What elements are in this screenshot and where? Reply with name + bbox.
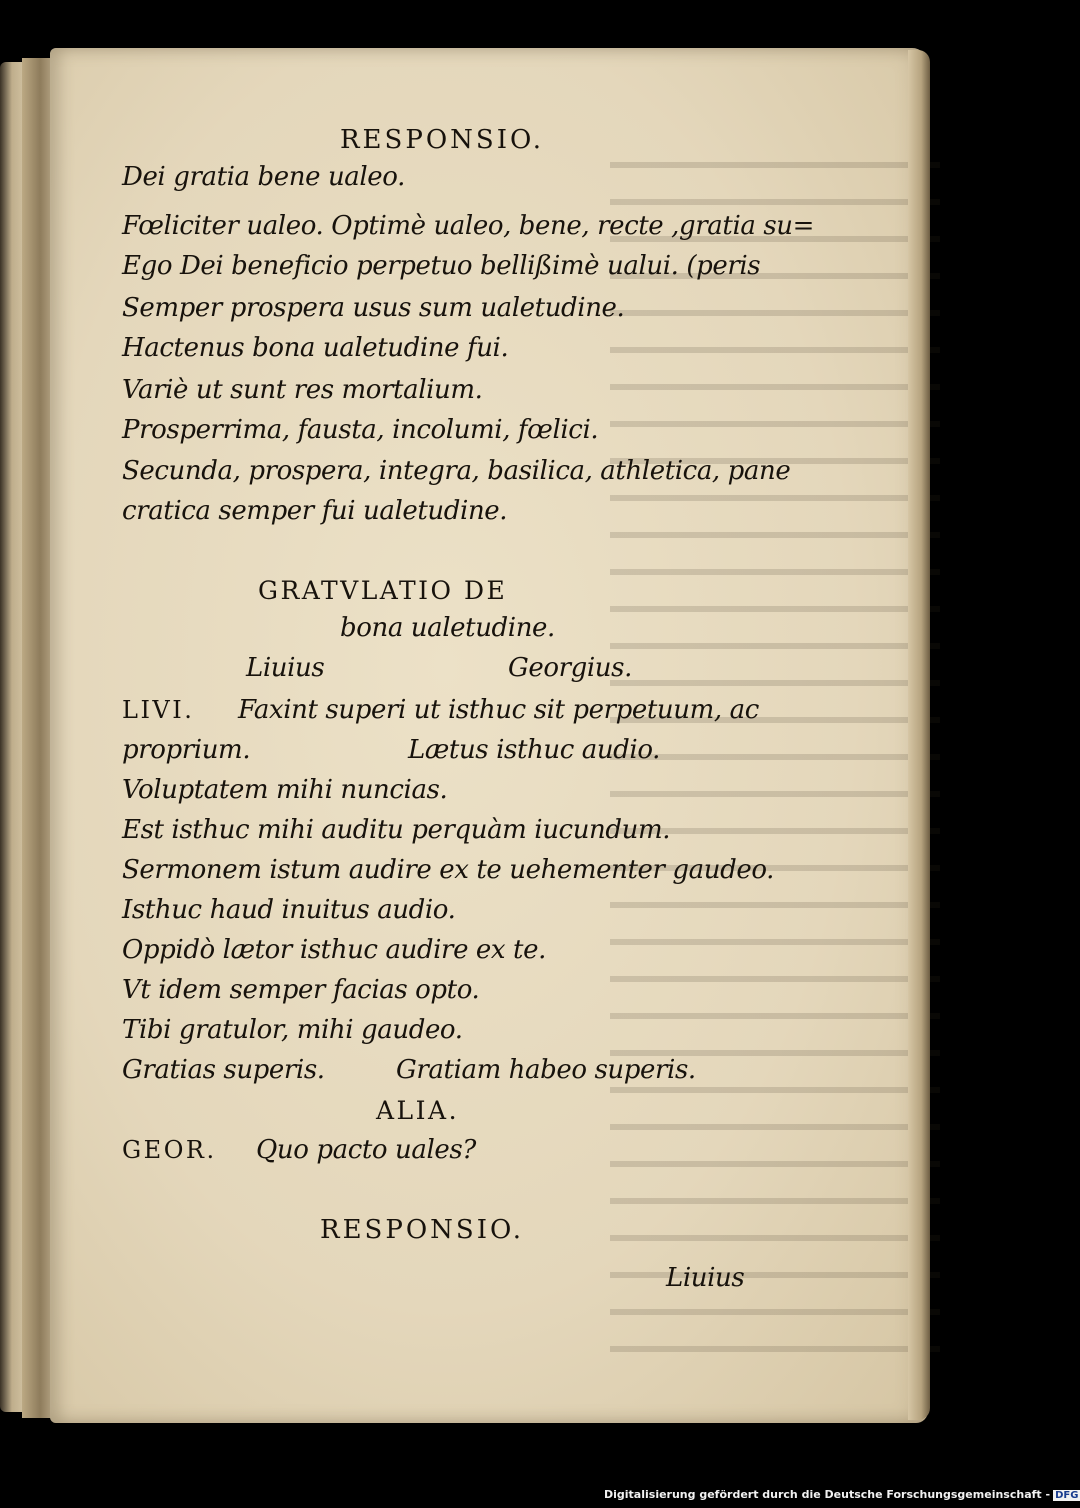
text-line: Quo pacto uales? (256, 1135, 476, 1165)
text-line: Vt idem semper facias opto. (122, 975, 480, 1005)
text-line: Faxint superi ut isthuc sit perpetuum, ac (238, 695, 759, 725)
digitization-credit (604, 1488, 1080, 1501)
text-line: Prosperrima, fausta, incolumi, fœlici. (122, 415, 599, 445)
heading-responsio-bottom: RESPONSIO. (320, 1215, 525, 1245)
heading-gratulatio-subtitle: bona ualetudine. (340, 613, 555, 643)
text-line: cratica semper fui ualetudine. (122, 496, 508, 526)
heading-alia: ALIA. (376, 1096, 460, 1125)
text-line: Variè ut sunt res mortalium. (122, 375, 483, 405)
text-line: Dei gratia bene ualeo. (122, 162, 405, 192)
text-line: proprium. (122, 735, 251, 765)
text-line: Gratias superis. (122, 1055, 325, 1085)
heading-responsio-top: RESPONSIO. (339, 125, 545, 155)
text-line: Est isthuc mihi auditu perquàm iucundum. (122, 815, 671, 845)
catchword: Liuius (666, 1263, 745, 1293)
text-line: Semper prospera usus sum ualetudine. (122, 293, 625, 323)
text-line: Secunda, prospera, integra, basilica, athletica, pane (122, 456, 791, 486)
page-fore-edge (908, 50, 930, 1420)
text-line: Hactenus bona ualetudine fui. (122, 333, 509, 363)
text-line: Gratiam habeo superis. (396, 1055, 696, 1085)
text-line: Isthuc haud inuitus audio. (122, 895, 456, 925)
speaker-label-geor: GEOR. (122, 1136, 217, 1164)
text-line: Oppidò lætor isthuc audire ex te. (122, 935, 546, 965)
speaker-liuius: Liuius (246, 653, 325, 683)
text-line: Ego Dei beneficio perpetuo bellißimè ualui. (peris (122, 251, 761, 281)
text-line: Lætus isthuc audio. (408, 735, 660, 765)
credit-text: Digitalisierung gefördert durch die Deutsche Forschungsgemeinschaft - (604, 1488, 1051, 1501)
speaker-georgius: Georgius. (508, 653, 632, 683)
text-line: Fœliciter ualeo. Optimè ualeo, bene, recte ,gratia su= (122, 211, 815, 241)
speaker-label-livi: LIVI. (122, 696, 195, 724)
text-line: Sermonem istum audire ex te uehementer gaudeo. (122, 855, 775, 885)
text-line: Voluptatem mihi nuncias. (122, 775, 448, 805)
dfg-logo: DFG (1055, 1490, 1079, 1501)
heading-gratulatio: GRATVLATIO DE (258, 576, 508, 605)
text-line: Tibi gratulor, mihi gaudeo. (122, 1015, 463, 1045)
